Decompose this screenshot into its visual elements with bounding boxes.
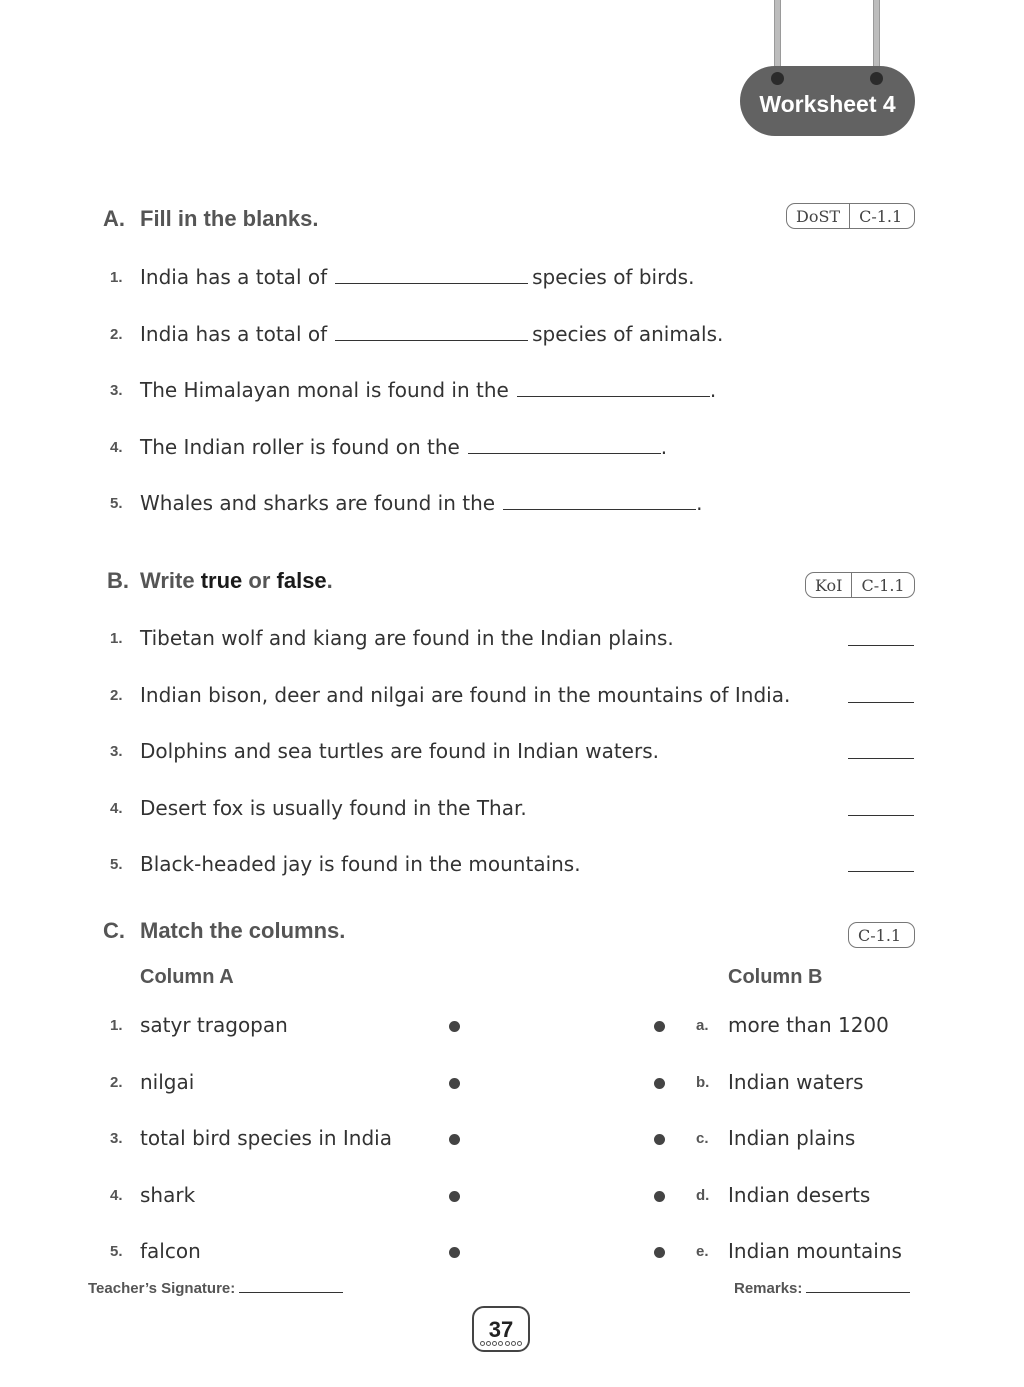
section-c-heading	[103, 918, 345, 944]
match-dot-right[interactable]	[654, 1078, 665, 1089]
item-number: 4.	[110, 439, 123, 456]
badge-code: C-1.1	[849, 204, 911, 228]
match-dot-right[interactable]	[654, 1021, 665, 1032]
remarks-label: Remarks:	[734, 1280, 803, 1297]
section-title: Match the columns.	[140, 918, 346, 943]
column-a-item: satyr tragopan	[140, 1013, 288, 1037]
worksheet-label: Worksheet 4	[759, 90, 896, 117]
match-dot-left[interactable]	[449, 1078, 460, 1089]
signature-line[interactable]	[239, 1280, 343, 1293]
item-text-after: species of animals.	[532, 322, 724, 346]
column-b-item: Indian waters	[728, 1070, 864, 1094]
item-number: 2.	[110, 1074, 123, 1091]
item-number: 5.	[110, 1243, 123, 1260]
page-number-badge	[472, 1306, 530, 1352]
match-dot-right[interactable]	[654, 1134, 665, 1145]
item-text-after: .	[660, 435, 668, 459]
item-number: 3.	[110, 1130, 123, 1147]
section-title: Fill in the blanks.	[140, 206, 319, 231]
fill-blank-item	[140, 378, 716, 402]
item-number: 2.	[110, 687, 123, 704]
true-false-statement: Indian bison, deer and nilgai are found in the mountains of India.	[140, 683, 791, 707]
column-a-item: falcon	[140, 1239, 201, 1263]
column-a-item: nilgai	[140, 1070, 195, 1094]
column-a-heading: Column A	[140, 966, 234, 988]
section-a-badge	[786, 203, 915, 229]
title-part: or	[242, 568, 277, 593]
true-false-statement: Black-headed jay is found in the mountains.	[140, 852, 581, 876]
section-b-heading	[107, 568, 333, 594]
column-b-item: more than 1200	[728, 1013, 889, 1037]
answer-line[interactable]	[848, 758, 914, 759]
column-a-item: shark	[140, 1183, 196, 1207]
answer-line[interactable]	[848, 815, 914, 816]
answer-line[interactable]	[848, 871, 914, 872]
badge-skill: KoI	[815, 575, 843, 595]
answer-blank[interactable]	[517, 382, 710, 397]
item-text-before: India has a total of	[140, 265, 328, 289]
match-dot-right[interactable]	[654, 1247, 665, 1258]
fill-blank-item	[140, 322, 723, 346]
match-dot-left[interactable]	[449, 1021, 460, 1032]
item-number: 5.	[110, 856, 123, 873]
match-dot-left[interactable]	[449, 1134, 460, 1145]
title-true: true	[200, 568, 243, 593]
item-number: 3.	[110, 743, 123, 760]
item-text-before: Whales and sharks are found in the	[140, 491, 496, 515]
badge-decoration	[480, 1341, 522, 1347]
column-b-item: Indian mountains	[728, 1239, 902, 1263]
match-dot-right[interactable]	[654, 1191, 665, 1202]
section-letter: A.	[103, 206, 125, 231]
column-b-item: Indian deserts	[728, 1183, 871, 1207]
answer-blank[interactable]	[468, 439, 661, 454]
teacher-signature-label: Teacher’s Signature:	[88, 1280, 236, 1297]
answer-line[interactable]	[848, 645, 914, 646]
item-number: 1.	[110, 630, 123, 647]
item-text-before: India has a total of	[140, 322, 328, 346]
column-b-heading: Column B	[728, 966, 823, 988]
item-number: 2.	[110, 326, 123, 343]
section-c-badge	[848, 922, 915, 948]
tag-hole-right	[870, 72, 883, 85]
item-number: 5.	[110, 495, 123, 512]
true-false-statement: Desert fox is usually found in the Thar.	[140, 796, 527, 820]
section-letter: B.	[107, 568, 129, 593]
section-a-heading	[103, 206, 318, 232]
fill-blank-item	[140, 491, 702, 515]
section-b-badge	[805, 572, 915, 598]
column-a-item: total bird species in India	[140, 1126, 392, 1150]
item-letter: c.	[696, 1130, 709, 1147]
tag-hole-left	[771, 72, 784, 85]
remarks	[734, 1280, 910, 1297]
answer-blank[interactable]	[335, 269, 528, 284]
item-letter: e.	[696, 1243, 709, 1260]
fill-blank-item	[140, 265, 694, 289]
badge-code: C-1.1	[858, 925, 902, 945]
section-letter: C.	[103, 918, 125, 943]
badge-code: C-1.1	[851, 573, 913, 597]
fill-blank-item	[140, 435, 667, 459]
item-text-before: The Indian roller is found on the	[140, 435, 460, 459]
item-letter: d.	[696, 1187, 710, 1204]
item-letter: a.	[696, 1017, 709, 1034]
answer-line[interactable]	[848, 702, 914, 703]
badge-skill: DoST	[796, 206, 841, 226]
item-text-after: .	[696, 491, 703, 515]
title-part: Write	[140, 568, 201, 593]
teacher-signature	[88, 1280, 343, 1297]
column-b-item: Indian plains	[728, 1126, 856, 1150]
page-number: 37	[488, 1317, 514, 1342]
item-text-before: The Himalayan monal is found in the	[140, 378, 509, 402]
true-false-statement: Dolphins and sea turtles are found in Indian waters.	[140, 739, 659, 763]
worksheet-tag	[740, 66, 915, 136]
item-text-after: .	[709, 378, 717, 402]
title-false: false	[276, 568, 327, 593]
match-dot-left[interactable]	[449, 1191, 460, 1202]
item-letter: b.	[696, 1074, 710, 1091]
title-part: .	[326, 568, 333, 593]
item-number: 1.	[110, 269, 123, 286]
answer-blank[interactable]	[335, 326, 528, 341]
true-false-statement: Tibetan wolf and kiang are found in the Indian plains.	[140, 626, 674, 650]
answer-blank[interactable]	[503, 495, 696, 510]
item-number: 4.	[110, 1187, 123, 1204]
item-number: 1.	[110, 1017, 123, 1034]
tag-hanger-left	[774, 0, 781, 76]
item-number: 3.	[110, 382, 123, 399]
remarks-line[interactable]	[806, 1280, 910, 1293]
item-text-after: species of birds.	[532, 265, 695, 289]
item-number: 4.	[110, 800, 123, 817]
match-dot-left[interactable]	[449, 1247, 460, 1258]
tag-hanger-right	[873, 0, 880, 76]
